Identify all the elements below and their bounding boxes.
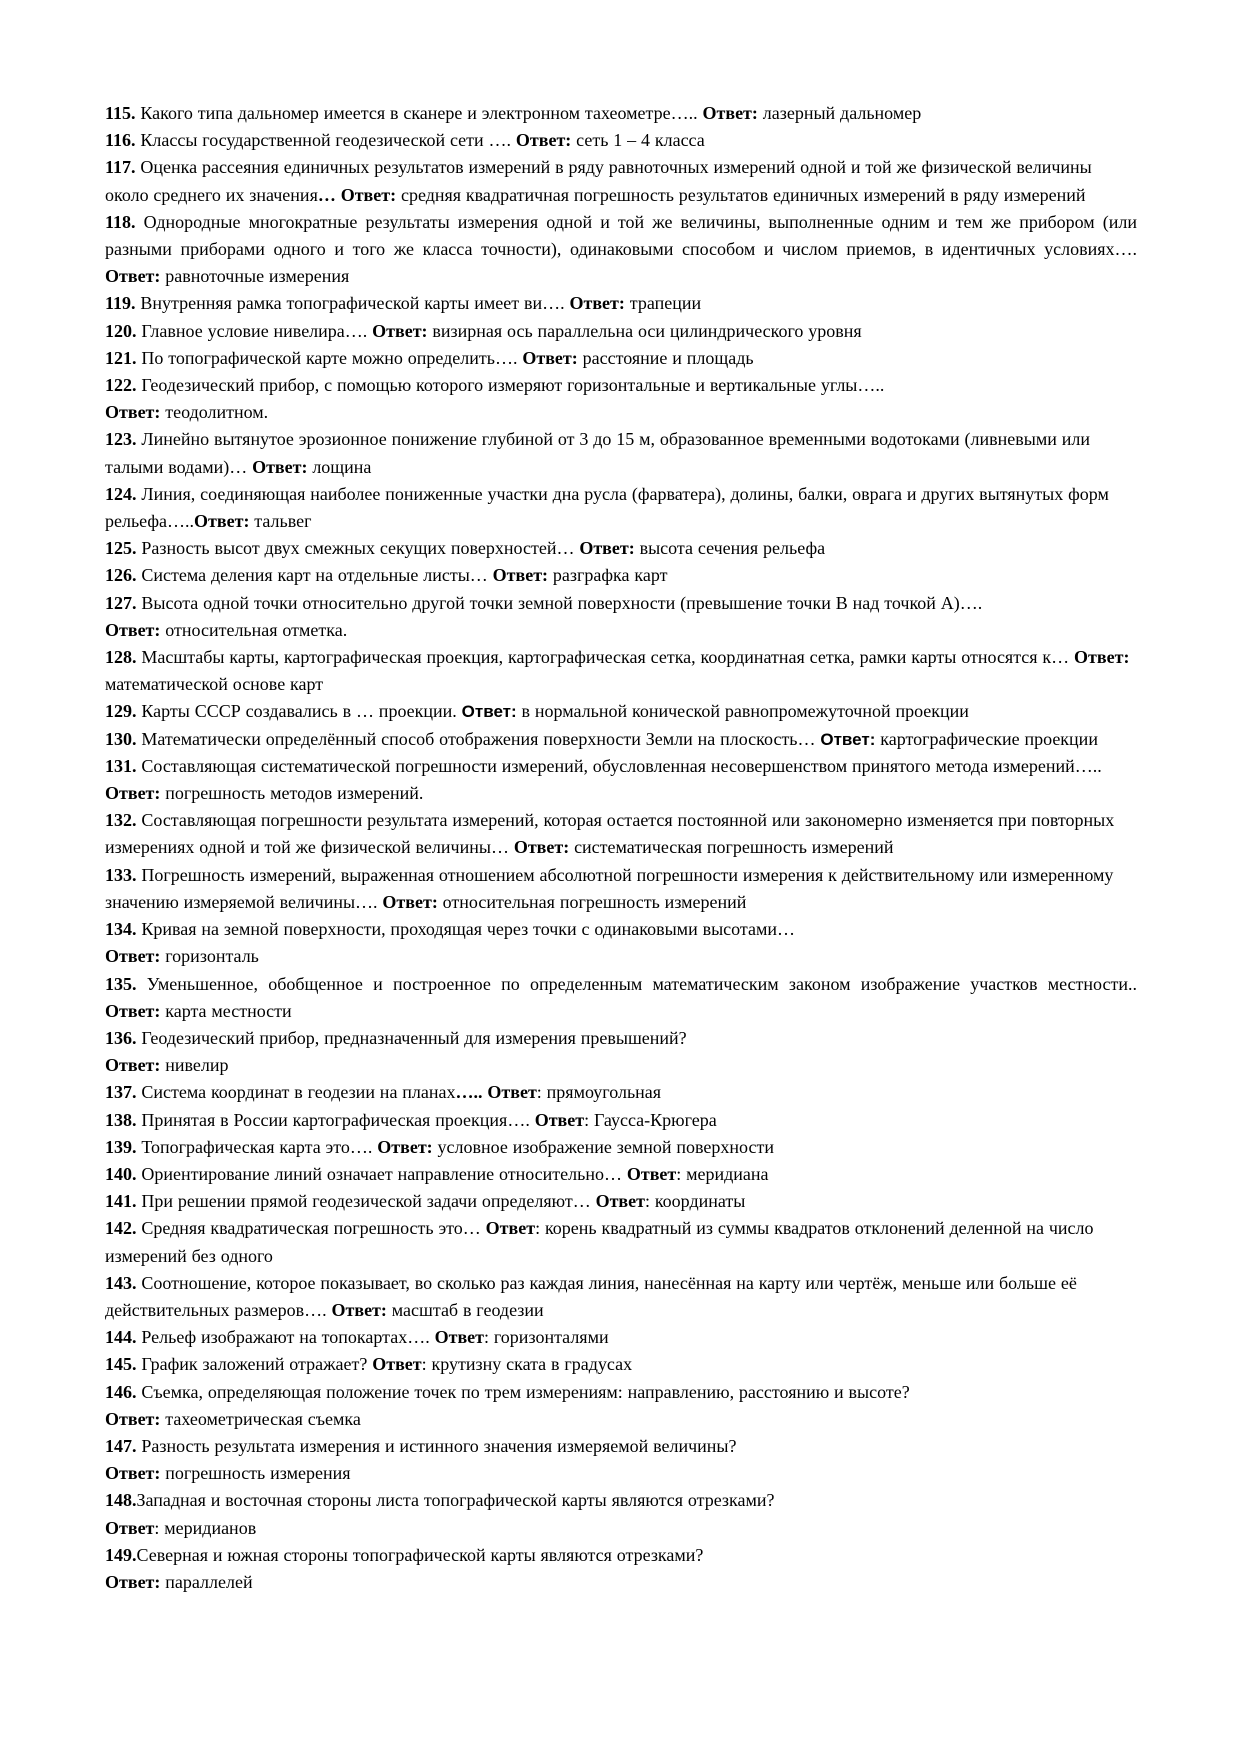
question-text: Топографическая карта это…. — [136, 1136, 378, 1157]
answer-label: Ответ — [626, 1163, 677, 1184]
question-number: 136. — [105, 1027, 137, 1048]
question-number: 116. — [105, 130, 136, 151]
answer-label: Ответ: — [372, 320, 428, 341]
ellipsis: … — [317, 184, 341, 205]
qa-item — [105, 1542, 1137, 1596]
question-number: 128. — [105, 647, 137, 668]
answer-text: в нормальной конической равнопромежуточной проекции — [516, 701, 969, 722]
answer-label: Ответ — [487, 1082, 537, 1103]
qa-item — [105, 154, 1137, 208]
question-text: Оценка рассеяния единичных результатов измерений в ряду равноточных измерений одной и той же физической величины около среднего их значения — [105, 157, 1092, 205]
question-text: Уменьшенное, обобщенное и построенное по определенным математическим законом изображение участков местности.. — [136, 973, 1137, 994]
qa-item — [105, 698, 1137, 725]
qa-item — [105, 481, 1137, 535]
qa-item — [105, 753, 1137, 807]
answer-text: относительная отметка. — [160, 619, 348, 640]
qa-item — [105, 426, 1137, 480]
question-number: 117. — [105, 157, 136, 178]
answer-label: Ответ: — [105, 1000, 161, 1021]
qa-item — [105, 590, 1137, 644]
question-number: 140. — [105, 1163, 137, 1184]
qa-item — [105, 345, 1137, 372]
question-text: Высота одной точки относительно другой точки земной поверхности (превышение точки В над точкой А)…. — [136, 592, 983, 613]
question-text: Кривая на земной поверхности, проходящая через точки с одинаковыми высотами… — [136, 919, 796, 940]
question-number: 123. — [105, 429, 137, 450]
answer-label: Ответ: — [515, 130, 572, 151]
question-number: 131. — [105, 755, 137, 776]
answer-label: Ответ: — [105, 402, 161, 423]
question-text: Соотношение, которое показывает, во сколько раз каждая линия, нанесённая на карту или чертёж, меньше или больше её действительных размеров…. — [105, 1272, 1077, 1320]
question-text: Система координат в геодезии на планах — [136, 1082, 456, 1103]
qa-item — [105, 535, 1137, 562]
question-number: 141. — [105, 1191, 137, 1212]
question-number: 115. — [105, 103, 136, 123]
question-text: Главное условие нивелира…. — [136, 320, 373, 341]
question-text: Разность результата измерения и истинного значения измеряемой величины? — [136, 1435, 737, 1456]
answer-label: Ответ: — [377, 1136, 433, 1157]
answer-label: Ответ: — [382, 891, 438, 912]
question-number: 125. — [105, 538, 137, 559]
answer-label: Ответ: — [105, 783, 161, 804]
question-text: Геодезический прибор, с помощью которого измеряют горизонтальные и вертикальные углы….. — [136, 375, 885, 396]
answer-text: расстояние и площадь — [577, 347, 754, 368]
question-number: 146. — [105, 1381, 137, 1402]
qa-item — [105, 1161, 1137, 1188]
question-number: 132. — [105, 810, 137, 831]
qa-item — [105, 1379, 1137, 1433]
question-number: 142. — [105, 1218, 137, 1239]
answer-text: визирная ось параллельна оси цилиндрического уровня — [427, 320, 862, 341]
answer-label: Ответ: — [105, 619, 161, 640]
question-number: 147. — [105, 1435, 137, 1456]
answer-label: Ответ: — [105, 946, 161, 967]
answer-label: Ответ: — [331, 1299, 387, 1320]
answer-label: Ответ: — [820, 729, 876, 749]
question-number: 144. — [105, 1327, 137, 1348]
answer-text: условное изображение земной поверхности — [432, 1136, 774, 1157]
question-text: Классы государственной геодезической сети …. — [135, 130, 516, 151]
question-number: 134. — [105, 919, 137, 940]
qa-item — [105, 1107, 1137, 1134]
qa-item — [105, 1270, 1137, 1324]
qa-item — [105, 1324, 1137, 1351]
answer-text: : корень квадратный из суммы квадратов отклонений деленной на число измерений без одного — [105, 1218, 1094, 1266]
answer-text: горизонталь — [160, 946, 259, 967]
answer-text: масштаб в геодезии — [386, 1299, 544, 1320]
question-text: Погрешность измерений, выраженная отношением абсолютной погрешности измерения к действительному или измеренному значению измеряемой величины…. — [105, 864, 1114, 912]
answer-label: Ответ: — [461, 702, 517, 722]
answer-text: систематическая погрешность измерений — [569, 837, 894, 858]
answer-text: погрешность методов измерений. — [160, 783, 424, 804]
qa-item — [105, 1025, 1137, 1079]
answer-text: равноточные измерения — [160, 266, 350, 287]
question-number: 139. — [105, 1136, 137, 1157]
question-text: Какого типа дальномер имеется в сканере и электронном тахеометре….. — [135, 103, 703, 123]
answer-text: карта местности — [160, 1000, 292, 1021]
question-text: Ориентирование линий означает направление относительно… — [136, 1163, 627, 1184]
question-number: 124. — [105, 483, 137, 504]
question-text: Математически определённый способ отображения поверхности Земли на плоскость… — [136, 728, 821, 749]
qa-item — [105, 1215, 1137, 1269]
qa-item — [105, 807, 1137, 861]
answer-label: Ответ: — [522, 347, 578, 368]
qa-item — [105, 562, 1137, 589]
answer-text: : горизонталями — [484, 1327, 609, 1348]
answer-text: разграфка карт — [548, 565, 668, 586]
question-number: 118. — [105, 211, 136, 232]
qa-item — [105, 209, 1137, 291]
answer-text: погрешность измерения — [160, 1463, 351, 1484]
qa-item — [105, 1134, 1137, 1161]
question-number: 138. — [105, 1109, 137, 1130]
answer-label: Ответ: — [105, 1463, 161, 1484]
answer-text: : крутизну ската в градусах — [421, 1354, 633, 1375]
question-text: Западная и восточная стороны листа топографической карты являются отрезками? — [136, 1490, 775, 1511]
answer-text: лощина — [307, 456, 372, 477]
question-number: 126. — [105, 565, 137, 586]
qa-item — [105, 372, 1137, 426]
answer-label: Ответ — [534, 1109, 585, 1130]
qa-item — [105, 726, 1137, 753]
qa-item — [105, 318, 1137, 345]
question-text: По топографической карте можно определить…. — [136, 347, 523, 368]
qa-item — [105, 916, 1137, 970]
answer-text: : Гаусса-Крюгера — [584, 1109, 717, 1130]
question-text: Составляющая погрешности результата измерений, которая остается постоянной или закономерно изменяется при повторных измерениях одной и той же физической величины… — [105, 810, 1115, 858]
question-text: Средняя квадратическая погрешность это… — [136, 1218, 486, 1239]
question-number: 133. — [105, 864, 137, 885]
answer-label: Ответ: — [569, 293, 625, 314]
qa-item — [105, 1188, 1137, 1215]
answer-text: : координаты — [644, 1191, 746, 1212]
qa-item — [105, 100, 1137, 127]
qa-item — [105, 290, 1137, 317]
question-text: Разность высот двух смежных секущих поверхностей… — [136, 538, 580, 559]
answer-label: Ответ: — [702, 103, 758, 123]
answer-text: параллелей — [160, 1571, 253, 1592]
question-number: 129. — [105, 701, 137, 722]
question-number: 127. — [105, 592, 137, 613]
question-text: Однородные многократные результаты измерения одной и той же величины, выполненные одним и тем же прибором (или разными приборами одного и того же класса точности), одинаковыми способом и числом приемов, в идентичных условиях…. — [105, 211, 1137, 260]
qa-item — [105, 1487, 1137, 1541]
answer-label: Ответ: — [492, 565, 549, 586]
answer-label: Ответ: — [1074, 647, 1130, 668]
answer-label: Ответ: — [340, 184, 397, 205]
question-text: Составляющая систематической погрешности измерений, обусловленная несовершенством принятого метода измерений….. — [136, 755, 1102, 776]
answer-text: нивелир — [160, 1055, 229, 1076]
question-text: Съемка, определяющая положение точек по трем измерениям: направлению, расстоянию и высоте? — [136, 1381, 910, 1402]
answer-label: Ответ — [595, 1191, 645, 1212]
answer-label: Ответ: — [105, 1408, 161, 1429]
qa-item — [105, 1433, 1137, 1487]
answer-text: трапеции — [624, 293, 702, 314]
answer-label: Ответ: — [513, 837, 570, 858]
answer-text: средняя квадратичная погрешность результатов единичных измерений в ряду измерений — [396, 184, 1086, 205]
question-number: 149. — [105, 1544, 137, 1565]
question-number: 120. — [105, 320, 137, 341]
question-text: Геодезический прибор, предназначенный для измерения превышений? — [136, 1027, 687, 1048]
answer-text: теодолитном. — [160, 402, 269, 423]
answer-text: : меридианов — [154, 1517, 257, 1538]
question-number: 143. — [105, 1272, 137, 1293]
question-text: Система деления карт на отдельные листы… — [136, 565, 493, 586]
answer-label: Ответ — [105, 1517, 155, 1538]
answer-text: математической основе карт — [105, 674, 324, 695]
answer-text: относительная погрешность измерений — [437, 891, 747, 912]
answer-text: тальвег — [249, 511, 312, 532]
question-text: Карты СССР создавались в … проекции. — [136, 701, 462, 722]
answer-label: Ответ: — [105, 1055, 161, 1076]
qa-item — [105, 127, 1137, 154]
question-text: Внутренняя рамка топографической карты имеет ви…. — [135, 293, 570, 314]
qa-item — [105, 862, 1137, 916]
answer-text: : меридиана — [676, 1163, 769, 1184]
question-text: Масштабы карты, картографическая проекция, картографическая сетка, координатная сетка, рамки карты относятся к… — [136, 647, 1075, 668]
question-number: 121. — [105, 347, 137, 368]
qa-item — [105, 644, 1137, 698]
answer-text: картографические проекции — [875, 728, 1098, 749]
question-number: 122. — [105, 375, 137, 396]
answer-label: Ответ: — [579, 538, 635, 559]
question-text: Линейно вытянутое эрозионное понижение глубиной от 3 до 15 м, образованное временными водотоками (ливневыми или талыми водами)… — [105, 429, 1090, 477]
question-text: Принятая в России картографическая проекция…. — [136, 1109, 535, 1130]
answer-text: тахеометрическая съемка — [160, 1408, 361, 1429]
question-text: Северная и южная стороны топографической карты являются отрезками? — [136, 1544, 704, 1565]
answer-text: высота сечения рельефа — [634, 538, 826, 559]
question-text: При решении прямой геодезической задачи определяют… — [136, 1191, 596, 1212]
question-number: 148. — [105, 1490, 137, 1511]
answer-text: сеть 1 – 4 класса — [571, 130, 705, 151]
question-number: 119. — [105, 293, 136, 314]
answer-label: Ответ: — [105, 266, 161, 287]
qa-item — [105, 1351, 1137, 1378]
answer-label: Ответ — [372, 1354, 422, 1375]
answer-label: Ответ — [485, 1218, 536, 1239]
question-number: 130. — [105, 728, 137, 749]
question-text: Линия, соединяющая наиболее пониженные участки дна русла (фарватера), долины, балки, оврага и других вытянутых форм рельефа….. — [105, 483, 1109, 532]
answer-label: Ответ — [434, 1327, 485, 1348]
question-number: 137. — [105, 1082, 137, 1103]
answer-text: лазерный дальномер — [757, 103, 922, 123]
answer-label: Ответ: — [105, 1571, 161, 1592]
question-text: График заложений отражает? — [136, 1354, 373, 1375]
qa-item — [105, 1079, 1137, 1106]
answer-text: : прямоугольная — [536, 1082, 662, 1103]
question-number: 135. — [105, 973, 137, 994]
answer-label: Ответ: — [194, 511, 250, 532]
ellipsis: ….. — [455, 1082, 488, 1103]
question-text: Рельеф изображают на топокартах…. — [136, 1327, 435, 1348]
qa-list — [105, 100, 1137, 1596]
question-number: 145. — [105, 1354, 137, 1375]
answer-label: Ответ: — [252, 456, 308, 477]
qa-item — [105, 971, 1137, 1025]
